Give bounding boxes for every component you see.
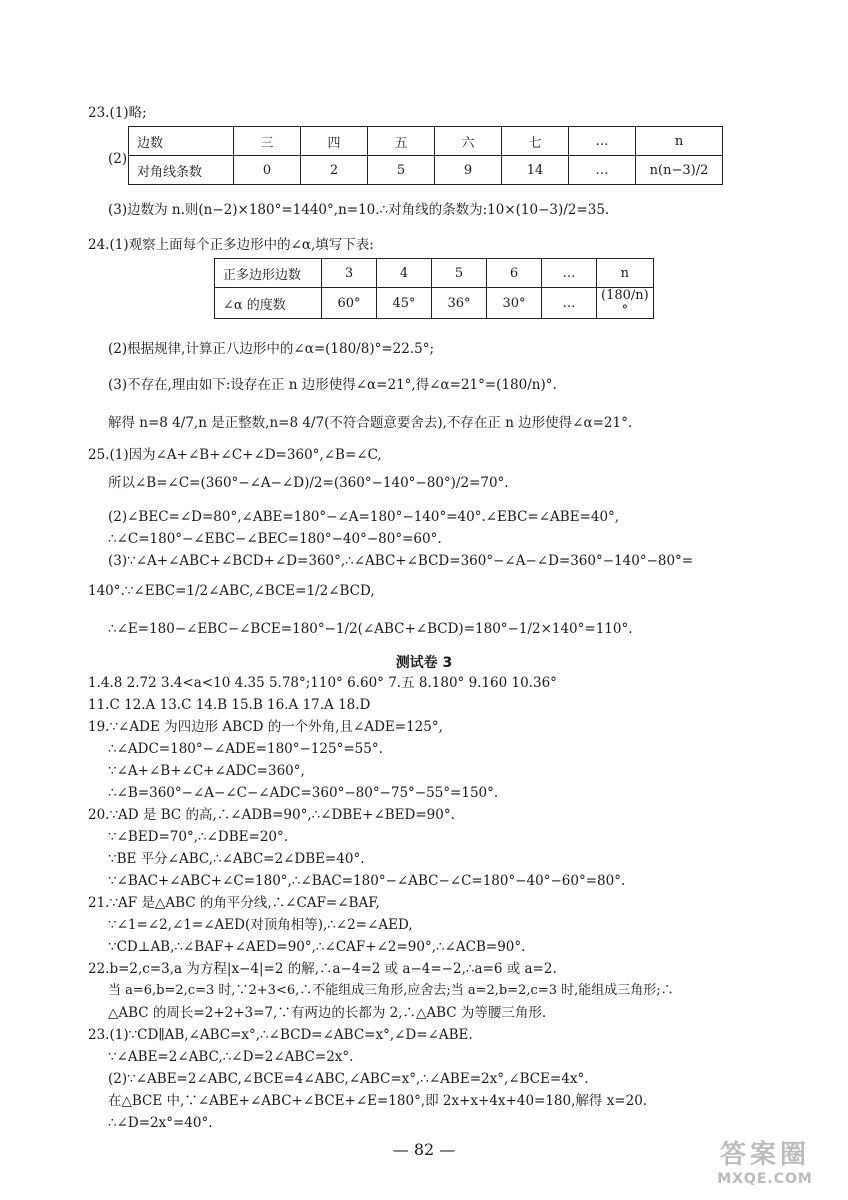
test-3-title: 测试卷 3	[395, 655, 453, 671]
q20-line-2: ∵∠BED=70°,∴∠DBE=20°.	[108, 829, 289, 845]
q20-line-3: ∵BE 平分∠ABC,∴∠ABC=2∠DBE=40°.	[108, 851, 365, 867]
p25-line-2: 所以∠B=∠C=(360°−∠A−∠D)/2=(360°−140°−80°)/2=70°.	[108, 475, 509, 491]
table-cell: 36°	[432, 288, 487, 319]
row-header-cell: ∠α 的度数	[215, 288, 322, 319]
table-cell: …	[542, 259, 597, 288]
q23-line-1: 23.(1)∵CD∥AB,∠ABC=x°,∴∠BCD=∠ABC=x°,∠D=∠ABE.	[88, 1027, 473, 1043]
q20-line-4: ∵∠BAC+∠ABC+∠C=180°,∴∠BAC=180°−∠ABC−∠C=180°−40°−60°=80°.	[108, 873, 626, 889]
table-cell: …	[542, 288, 597, 319]
watermark-line-2: MXQE.COM	[717, 1171, 813, 1187]
table-cell: 六	[435, 127, 502, 156]
table-cell: 七	[502, 127, 569, 156]
table-row	[129, 156, 723, 185]
q19-line-2: ∴∠ADC=180°−∠ADE=180°−125°=55°.	[108, 741, 383, 757]
test3-answers-1-10: 1.4.8 2.72 3.4<a<10 4.35 5.78°;110° 6.60° 7.五 8.180° 9.160 10.36°	[88, 675, 557, 691]
table-cell: …	[569, 127, 636, 156]
table-row	[129, 127, 723, 156]
table-cell: 5	[432, 259, 487, 288]
q23-line-3: (2)∵∠ABE=2∠ABC,∠BCE=4∠ABC,∠ABC=x°,∴∠ABE=2x°,∠BCE=4x°.	[108, 1071, 589, 1087]
p24-line-3: (3)不存在,理由如下:设存在正 n 边形使得∠α=21°,得∠α=21°=(180/n)°.	[108, 377, 557, 393]
q23-line-5: ∴∠D=2x°=40°.	[108, 1115, 213, 1131]
q22-line-3: △ABC 的周长=2+2+3=7,∵有两边的长都为 2,∴△ABC 为等腰三角形.	[108, 1005, 547, 1021]
table-row	[215, 288, 654, 319]
table-cell: 4	[377, 259, 432, 288]
p25-line-5: (3)∵∠A+∠ABC+∠BCD+∠D=360°,∴∠ABC+∠BCD=360°−∠A−∠D=360°−140°−80°=	[108, 553, 694, 569]
q22-line-1: 22.b=2,c=3,a 为方程|x−4|=2 的解,∴a−4=2 或 a−4=−2,∴a=6 或 a=2.	[88, 961, 557, 977]
table-cell: 三	[234, 127, 301, 156]
q19-line-4: ∴∠B=360°−∠A−∠C−∠ADC=360°−80°−75°−55°=150°.	[108, 785, 499, 801]
row-header-cell: 边数	[129, 127, 234, 156]
p24-line-2: (2)根据规律,计算正八边形中的∠α=(180/8)°=22.5°;	[108, 341, 435, 357]
table-cell: (180/n)°	[597, 288, 654, 319]
table-row	[215, 259, 654, 288]
table-cell: 9	[435, 156, 502, 185]
table-cell: n	[597, 259, 654, 288]
q21-line-2: ∵∠1=∠2,∠1=∠AED(对顶角相等),∴∠2=∠AED,	[108, 917, 413, 933]
p25-line-4: ∴∠C=180°−∠EBC−∠BEC=180°−40°−80°=60°.	[108, 531, 442, 547]
table-cell: 2	[301, 156, 368, 185]
p23-line-3: (3)边数为 n.则(n−2)×180°=1440°,n=10.∴对角线的条数为:10×(10−3)/2=35.	[108, 202, 610, 218]
p25-line-6: 140°.∵∠EBC=1/2∠ABC,∠BCE=1/2∠BCD,	[88, 583, 375, 599]
q21-line-3: ∵CD⊥AB,∴∠BAF+∠AED=90°,∴∠CAF+∠2=90°,∴∠ACB=90°.	[108, 939, 526, 955]
row-header-cell: 正多边形边数	[215, 259, 322, 288]
q22-line-2: 当 a=6,b=2,c=3 时,∵2+3<6,∴不能组成三角形,应舍去;当 a=2,b=2,c=3 时,能组成三角形;∴	[108, 983, 674, 998]
p25-line-3: (2)∠BEC=∠D=80°,∠ABE=180°−∠A=180°−140°=40°.∠EBC=∠ABE=40°,	[108, 509, 620, 525]
table-cell: 6	[487, 259, 542, 288]
q19-line-1: 19.∵∠ADE 为四边形 ABCD 的一个外角,且∠ADE=125°,	[88, 719, 443, 735]
q19-line-3: ∵∠A+∠B+∠C+∠ADC=360°,	[108, 763, 305, 779]
polygon-angle-table	[214, 258, 654, 319]
table-cell: 14	[502, 156, 569, 185]
table-cell: 四	[301, 127, 368, 156]
p23-line-1: 23.(1)略;	[88, 105, 147, 121]
table-cell: 五	[368, 127, 435, 156]
table-cell: 60°	[322, 288, 377, 319]
table-cell: n(n−3)/2	[636, 156, 723, 185]
watermark-logo	[690, 1134, 840, 1196]
row-header-cell: 对角线条数	[129, 156, 234, 185]
q20-line-1: 20.∵AD 是 BC 的高,∴∠ADB=90°,∴∠DBE+∠BED=90°.	[88, 807, 455, 823]
q23-line-2: ∵∠ABE=2∠ABC,∴∠D=2∠ABC=2x°.	[108, 1049, 354, 1065]
table-cell: n	[636, 127, 723, 156]
q23-line-4: 在△BCE 中,∵∠ABE+∠ABC+∠BCE+∠E=180°,即 2x+x+4x+40=180,解得 x=20.	[108, 1093, 648, 1109]
q21-line-1: 21.∵AF 是△ABC 的角平分线,∴∠CAF=∠BAF,	[88, 895, 380, 911]
p24-line-1: 24.(1)观察上面每个正多边形中的∠α,填写下表:	[88, 237, 374, 253]
p24-line-4: 解得 n=8 4/7,n 是正整数,n=8 4/7(不符合题意要舍去),不存在正 n 边形使得∠α=21°.	[108, 415, 633, 431]
p23-table-prefix: (2)	[108, 151, 128, 167]
table-cell: 3	[322, 259, 377, 288]
page-number: — 82 —	[392, 1140, 456, 1159]
watermark-line-1: 答案圈	[719, 1140, 810, 1170]
p25-line-7: ∴∠E=180−∠EBC−∠BCE=180°−1/2(∠ABC+∠BCD)=180°−1/2×140°=110°.	[108, 621, 633, 637]
diagonal-count-table	[128, 126, 723, 185]
table-cell: 0	[234, 156, 301, 185]
table-cell: …	[569, 156, 636, 185]
table-cell: 5	[368, 156, 435, 185]
table-cell: 45°	[377, 288, 432, 319]
test3-answers-11-18: 11.C 12.A 13.C 14.B 15.B 16.A 17.A 18.D	[88, 697, 371, 713]
table-cell: 30°	[487, 288, 542, 319]
p25-line-1: 25.(1)因为∠A+∠B+∠C+∠D=360°,∠B=∠C,	[88, 447, 382, 463]
